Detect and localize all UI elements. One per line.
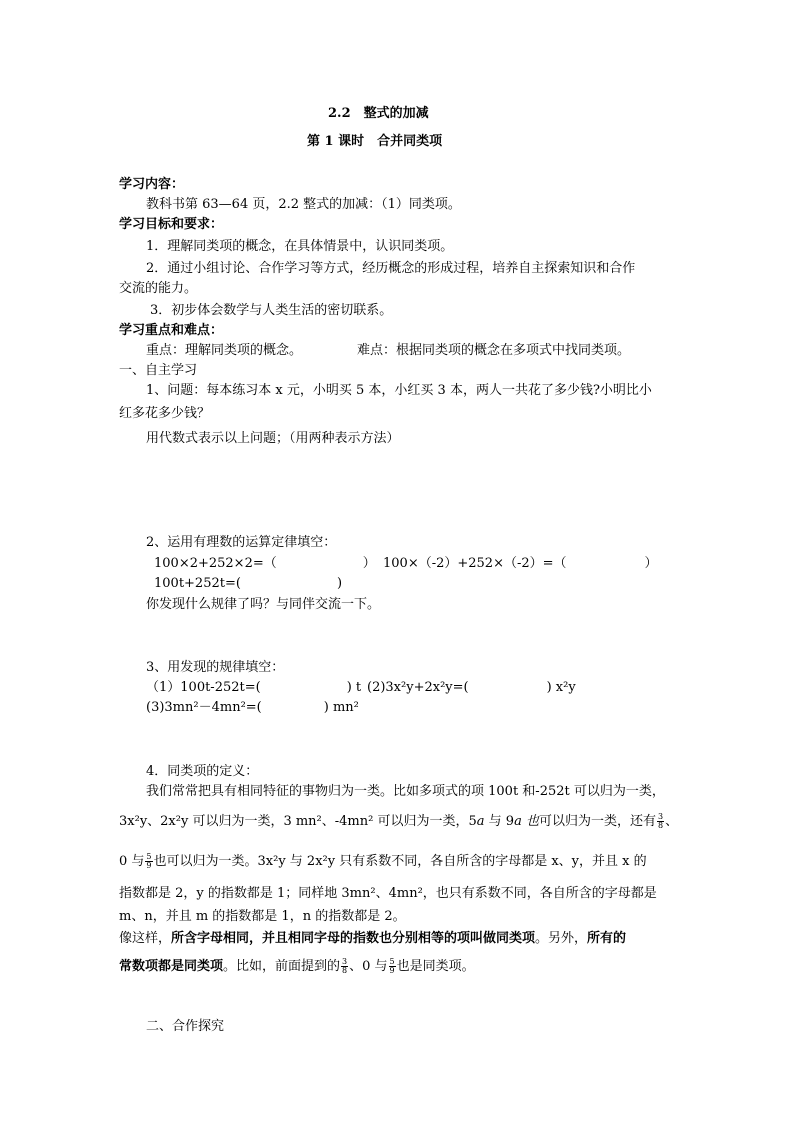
lesson-subtitle: 第 1 课时 合并同类项 [307, 134, 443, 149]
def3-text-b: 也可以归为一类。3x²y 与 2x²y 只有系数不同，各自所含的字母都是 x、y，并且 x 的 [153, 854, 647, 869]
q3-item-3-left: (3)3mn²－4mn²=( [146, 700, 262, 715]
question-1-instruction: 用代数式表示以上问题；（用两种表示方法） [146, 431, 400, 446]
definition-line-5: m、n，并且 m 的指数都是 1，n 的指数都是 2。 [119, 909, 406, 924]
question-1-line-2: 红多花多少钱？ [119, 406, 211, 421]
question-3: 3、用发现的规律填空： [146, 660, 285, 675]
difficult-point: 难点：根据同类项的概念在多项式中找同类项。 [357, 343, 631, 358]
fraction-numerator: 3 [657, 812, 664, 821]
definition-bold: 所含字母相同，并且相同字母的指数也分别相等的项叫做同类项 [171, 931, 536, 946]
content-heading: 学习内容： [119, 177, 185, 192]
question-2: 2、运用有理数的运算定律填空： [146, 535, 337, 550]
q2-discover-prompt: 你发现什么规律了吗？与同伴交流一下。 [146, 597, 381, 612]
fraction-denominator: 9 [146, 861, 152, 870]
goals-heading: 学习目标和要求： [119, 217, 224, 232]
fraction-5-9-ref [389, 958, 396, 975]
goal-2-line-2: 交流的能力。 [119, 281, 198, 296]
key-point: 重点：理解同类项的概念。 [146, 343, 303, 358]
fraction-denominator: 8 [342, 966, 348, 975]
def2-var-d: a 也 [514, 814, 539, 829]
q2-expression-3 [154, 575, 342, 593]
definition-line-7 [119, 958, 475, 976]
fraction-3-8 [657, 813, 664, 830]
q3-item-2-end: ) x²y [546, 680, 576, 695]
q2-expr-1-left: 100×2+252×2=（ [154, 556, 277, 571]
definition-line-4: 指数都是 2，y 的指数都是 1；同样地 3mn²、4mn²，也只有系数不同，各自所含的字母都是 [119, 886, 657, 901]
part2-heading: 二、合作探究 [146, 1019, 225, 1034]
definition-line-6 [119, 930, 626, 948]
constant-terms-bold: 常数项都是同类项 [119, 959, 224, 974]
fraction-denominator: 9 [389, 966, 395, 975]
q3-item-3-end: ) mn² [323, 700, 359, 715]
def2-text-e: 可以归为一类，还有 [538, 814, 656, 829]
goal-1: 1．理解同类项的概念，在具体情景中，认识同类项。 [146, 239, 454, 254]
def7-text-a: 。比如，前面提到的 [223, 959, 341, 974]
q3-item-2 [367, 679, 576, 697]
q3-item-1-left: （1）100t-252t=( [146, 680, 261, 695]
q2-expr-2-close: ） [644, 556, 658, 571]
part1-heading: 一、自主学习 [119, 363, 198, 378]
fraction-3-8-ref [341, 958, 348, 975]
fraction-numerator: 5 [146, 852, 152, 861]
q3-item-1-end: ) t [346, 680, 362, 695]
fraction-denominator: 8 [657, 821, 664, 830]
q2-expression-2 [383, 555, 658, 573]
keypoints-heading: 学习重点和难点： [119, 323, 224, 338]
definition-line-1: 我们常常把具有相同特征的事物归为一类。比如多项式的项 100t 和-252t 可以归为一类， [146, 784, 665, 799]
q2-expr-2-left: 100×（-2）+252×（-2）=（ [383, 556, 567, 571]
fraction-numerator: 5 [389, 957, 395, 966]
goal-2-line-1: 2．通过小组讨论、合作学习等方式，经历概念的形成过程，培养自主探索知识和合作 [146, 261, 636, 276]
definition-line-2 [119, 813, 678, 831]
def6-text-b: 。另外， [535, 931, 588, 946]
q2-expr-3-close: ) [336, 576, 343, 591]
q2-expr-3-left: 100t+252t=( [154, 576, 241, 591]
q3-item-3 [146, 699, 359, 717]
definition-bold-2: 所有的 [587, 931, 627, 946]
def2-text-c: 与 9 [484, 814, 515, 829]
goal-3: 3．初步体会数学与人类生活的密切联系。 [150, 303, 393, 318]
fraction-5-9 [145, 853, 152, 870]
q3-item-1 [146, 679, 361, 697]
def2-end: 、 [665, 814, 679, 829]
def6-text-a: 像这样， [119, 931, 172, 946]
def3-text-a: 0 与 [119, 854, 145, 869]
fraction-numerator: 3 [342, 957, 348, 966]
q3-item-2-left: (2)3x²y+2x²y=( [367, 680, 469, 695]
def7-text-b: 、0 与 [349, 959, 388, 974]
def2-text-a: 3x²y、2x²y 可以归为一类，3 mn²、-4mn² 可以归为一类，5 [119, 814, 477, 829]
q2-expr-1-close: ） [362, 556, 376, 571]
question-1-line-1: 1、问题：每本练习本 x 元，小明买 5 本，小红买 3 本，两人一共花了多少钱?小明比小 [146, 383, 652, 398]
def2-var-a: a [476, 814, 485, 829]
content-text: 教科书第 63—64 页，2.2 整式的加减：（1）同类项。 [146, 197, 461, 212]
question-4: 4．同类项的定义： [146, 764, 259, 779]
page-title: 2.2 整式的加减 [328, 106, 429, 121]
definition-line-3 [119, 853, 647, 871]
q2-expression-1 [154, 555, 376, 573]
def7-text-c: 也是同类项。 [396, 959, 475, 974]
